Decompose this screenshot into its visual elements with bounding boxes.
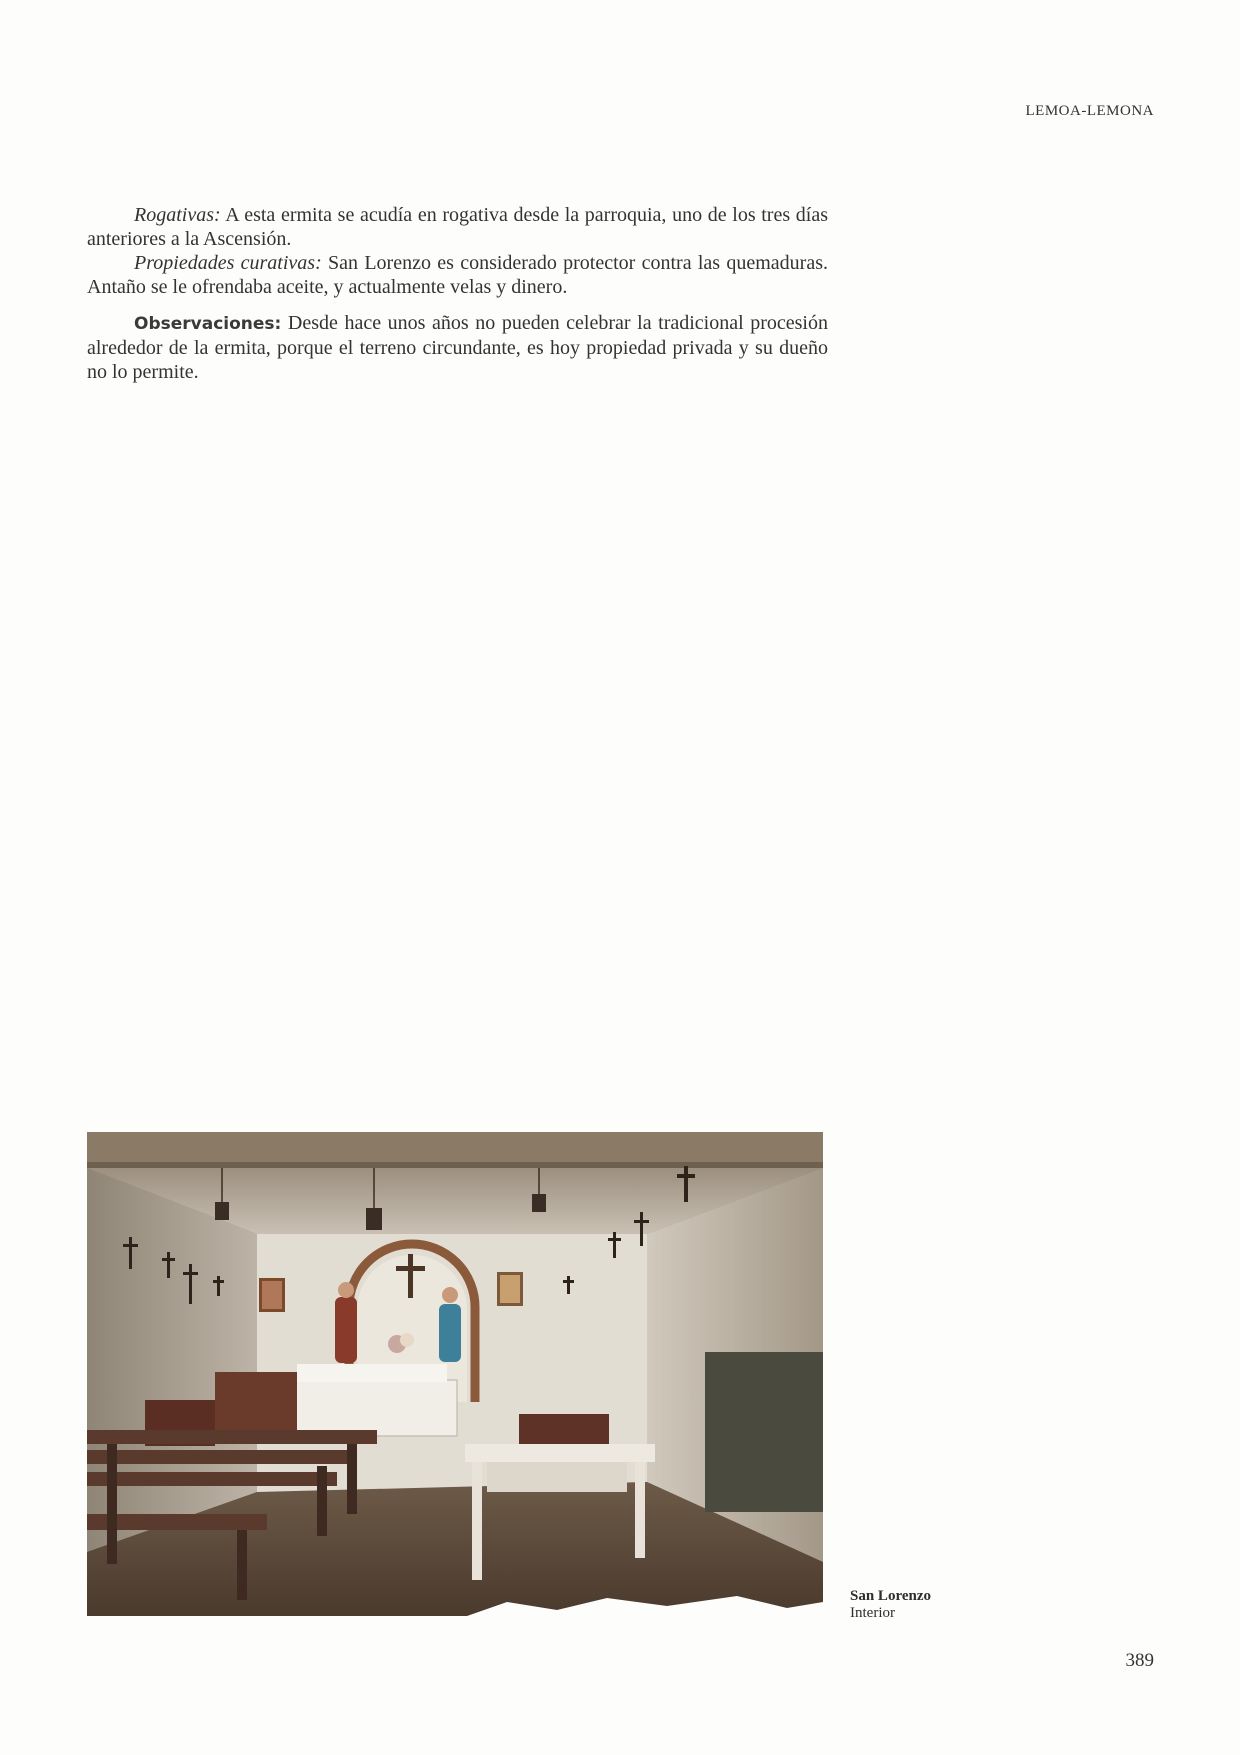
- rogativas-text: A esta ermita se acudía en rogativa desde la parroquia, uno de los tres días anteriores a la Ascensión.: [87, 204, 828, 250]
- propiedades-label: Propiedades curativas:: [134, 252, 322, 274]
- running-head: LEMOA-LEMONA: [1025, 103, 1154, 119]
- rogativas-paragraph: [87, 203, 828, 251]
- chapel-interior-illustration: [87, 1132, 823, 1616]
- caption-title: San Lorenzo: [850, 1588, 931, 1604]
- chapel-interior-photo: [87, 1132, 823, 1616]
- caption-subtitle: Interior: [850, 1605, 895, 1621]
- observaciones-text: Desde hace unos años no pueden celebrar la tradicional procesión alrededor de la ermita, porque el terreno circundante, es hoy propiedad privada y su dueño no lo permite.: [87, 312, 828, 383]
- figure-caption: [850, 1588, 931, 1622]
- propiedades-text: San Lorenzo es considerado protector contra las quemaduras. Antaño se le ofrendaba aceite, y actualmente velas y dinero.: [87, 252, 828, 298]
- page-number: 389: [1125, 1650, 1154, 1671]
- observaciones-paragraph: [87, 311, 828, 384]
- rogativas-label: Rogativas:: [134, 204, 221, 226]
- observaciones-label: Observaciones:: [134, 314, 282, 334]
- propiedades-paragraph: [87, 251, 828, 299]
- body-text: [87, 203, 828, 384]
